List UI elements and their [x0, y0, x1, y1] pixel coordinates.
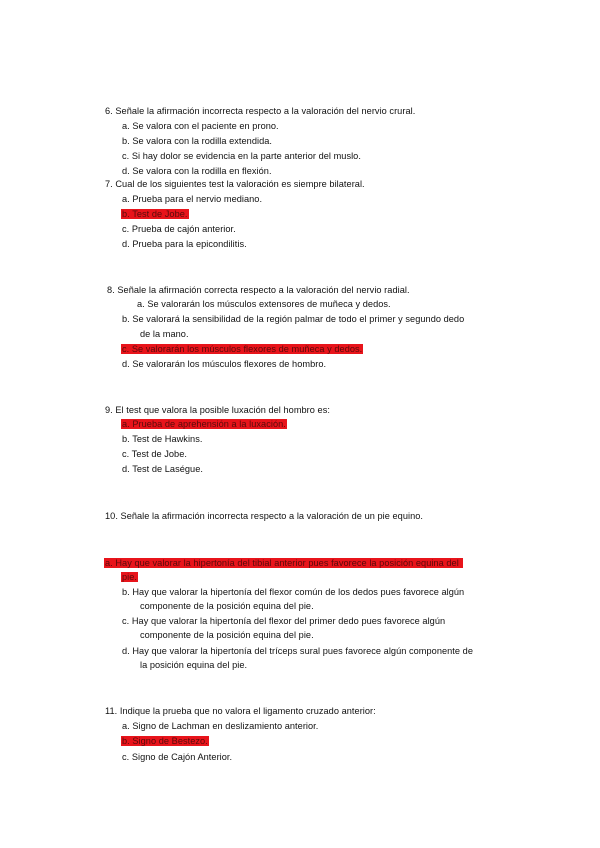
option-10c: c. Hay que valorar la hipertonía del flexor del primer dedo pues favorece algún: [122, 616, 446, 626]
option-8b-cont: de la mano.: [140, 329, 189, 339]
option-9d: d. Test de Laségue.: [122, 464, 203, 474]
option-8c-highlighted: [121, 343, 363, 355]
option-6d: d. Se valora con la rodilla en flexión.: [122, 166, 272, 176]
option-10a-highlighted: [104, 557, 463, 569]
option-10c-cont: componente de la posición equina del pie.: [140, 630, 314, 640]
option-11c: c. Signo de Cajón Anterior.: [122, 752, 233, 762]
option-6a: a. Se valora con el paciente en prono.: [122, 121, 279, 131]
question-10: 10. Señale la afirmación incorrecta respecto a la valoración de un pie equino.: [105, 511, 423, 521]
question-6: 6. Señale la afirmación incorrecta respecto a la valoración del nervio crural.: [105, 106, 416, 116]
question-8: 8. Señale la afirmación correcta respecto a la valoración del nervio radial.: [107, 285, 410, 295]
option-11b-highlighted: [121, 735, 209, 747]
option-6b: b. Se valora con la rodilla extendida.: [122, 136, 273, 146]
option-8b: b. Se valorará la sensibilidad de la región palmar de todo el primer y segundo dedo: [122, 314, 465, 324]
option-11a: a. Signo de Lachman en deslizamiento anterior.: [122, 721, 319, 731]
answer-highlight: a. Prueba de aprehensión a la luxación.: [122, 419, 286, 429]
option-10b-cont: componente de la posición equina del pie.: [140, 601, 314, 611]
answer-highlight: a. Hay que valorar la hipertonía del tibial anterior pues favorece la posición equina del: [104, 558, 463, 568]
answer-highlight: c. Se valorarán los músculos flexores de muñeca y dedos.: [122, 344, 363, 354]
question-7: 7. Cual de los siguientes test la valoración es siempre bilateral.: [105, 179, 365, 189]
option-10d-cont: la posición equina del pie.: [140, 660, 248, 670]
option-7b-highlighted: [121, 208, 189, 220]
option-10b: b. Hay que valorar la hipertonía del flexor común de los dedos pues favorece algún: [122, 587, 465, 597]
option-9c: c. Test de Jobe.: [122, 449, 187, 459]
option-10a-cont-highlighted: [121, 571, 138, 583]
option-7a: a. Prueba para el nervio mediano.: [122, 194, 263, 204]
option-10d: d. Hay que valorar la hipertonía del tríceps sural pues favorece algún componente de: [122, 646, 473, 656]
answer-highlight: pie.: [122, 572, 138, 582]
question-9: 9. El test que valora la posible luxación del hombro es:: [105, 405, 330, 415]
option-9a-highlighted: [121, 418, 287, 430]
option-8a: a. Se valorarán los músculos extensores de muñeca y dedos.: [137, 299, 391, 309]
option-8d: d. Se valorarán los músculos flexores de hombro.: [122, 359, 327, 369]
answer-highlight: b. Signo de Bestezo.: [122, 736, 208, 746]
option-7d: d. Prueba para la epicondilitis.: [122, 239, 247, 249]
question-11: 11. Indique la prueba que no valora el ligamento cruzado anterior:: [105, 706, 376, 716]
answer-highlight: b. Test de Jobe.: [122, 209, 188, 219]
option-7c: c. Prueba de cajón anterior.: [122, 224, 236, 234]
option-6c: c. Si hay dolor se evidencia en la parte anterior del muslo.: [122, 151, 361, 161]
option-9b: b. Test de Hawkins.: [122, 434, 203, 444]
